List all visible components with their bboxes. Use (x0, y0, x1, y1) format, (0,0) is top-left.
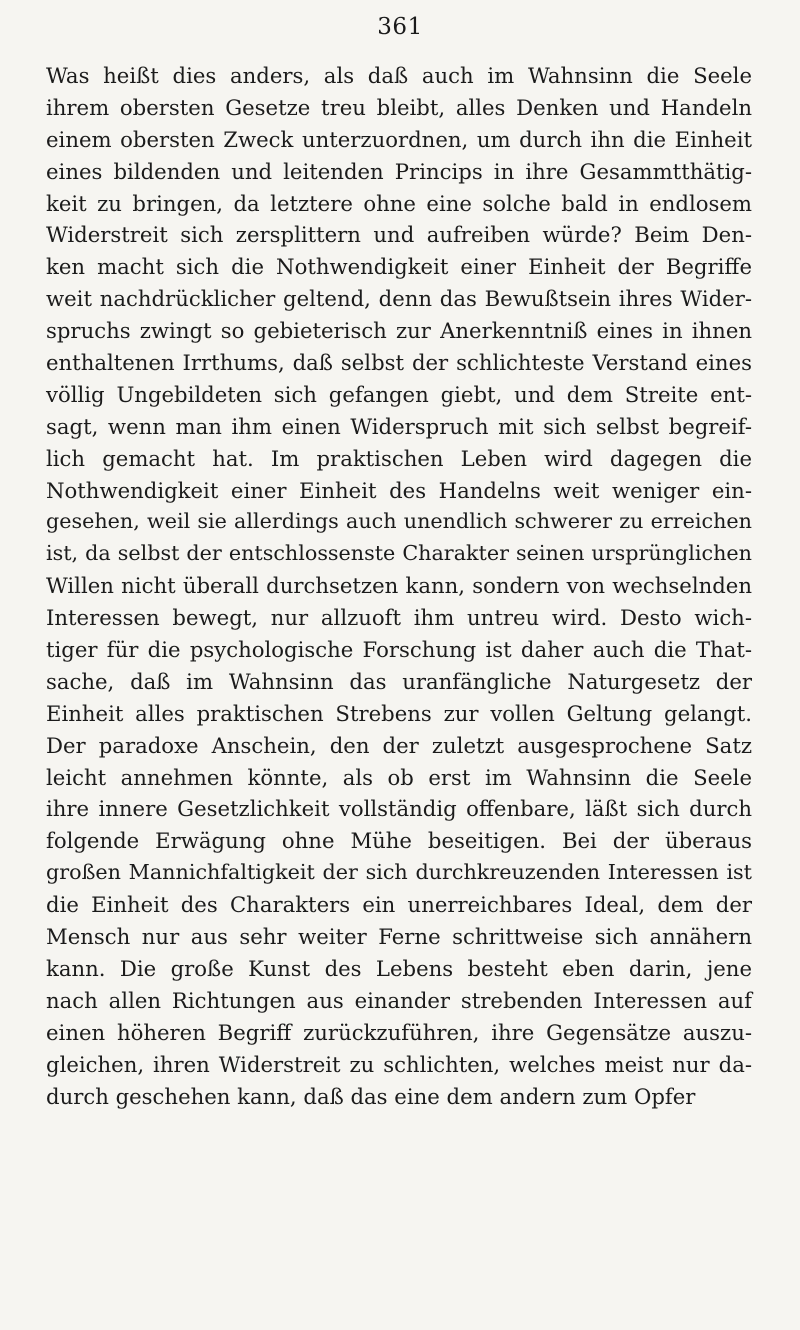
text-line: gesehen, weil sie allerdings auch unendlich schwerer zu erreichen (46, 509, 752, 534)
text-line: weit nachdrücklicher geltend, denn das Bewußtsein ihres Wider- (46, 286, 752, 312)
text-line: eines bildenden und leitenden Princips in ihre Gesammtthätig- (46, 158, 752, 184)
text-line: Nothwendigkeit einer Einheit des Handelns weit weniger ein- (46, 477, 752, 503)
text-line: lich gemacht hat. Im praktischen Leben wird dagegen die (46, 445, 752, 471)
text-line: Willen nicht überall durchsetzen kann, sondern von wechselnden (46, 573, 752, 599)
text-line: Widerstreit sich zersplittern und aufreiben würde? Beim Den- (46, 222, 752, 248)
text-line: die Einheit des Charakters ein unerreichbares Ideal, dem der (46, 892, 752, 918)
text-line: einen höheren Begriff zurückzuführen, ihre Gegensätze auszu- (46, 1019, 752, 1045)
text-line: ihrem obersten Gesetze treu bleibt, alles Denken und Handeln (46, 94, 752, 120)
text-line: kann. Die große Kunst des Lebens besteht eben darin, jene (46, 955, 752, 981)
text-line: sache, daß im Wahnsinn das uranfängliche Naturgesetz der (46, 668, 752, 694)
text-line: nach allen Richtungen aus einander strebenden Interessen auf (46, 987, 752, 1013)
text-line: tiger für die psychologische Forschung ist daher auch die That- (46, 637, 752, 663)
text-line: gleichen, ihren Widerstreit zu schlichten, welches meist nur da- (46, 1051, 752, 1077)
text-line: einem obersten Zweck unterzuordnen, um durch ihn die Einheit (46, 126, 752, 152)
text-line: Was heißt dies anders, als daß auch im Wahnsinn die Seele (46, 63, 752, 88)
text-line: ist, da selbst der entschlossenste Charakter seinen ursprünglichen (46, 541, 752, 566)
text-line: großen Mannichfaltigkeit der sich durchkreuzenden Interessen ist (46, 860, 752, 885)
body-text (46, 60, 752, 1112)
text-line: sagt, wenn man ihm einen Widerspruch mit sich selbst begreif- (46, 413, 752, 439)
text-line: durch geschehen kann, daß das eine dem andern zum Opfer (46, 1083, 696, 1109)
text-line: ken macht sich die Nothwendigkeit einer Einheit der Begriffe (46, 254, 752, 280)
page-number: 361 (377, 14, 423, 40)
text-line: keit zu bringen, da letztere ohne eine solche bald in endlosem (46, 190, 752, 216)
text-line: völlig Ungebildeten sich gefangen giebt, und dem Streite ent- (46, 381, 752, 407)
text-line: Mensch nur aus sehr weiter Ferne schrittweise sich annähern (46, 924, 752, 950)
text-line: leicht annehmen könnte, als ob erst im Wahnsinn die Seele (46, 764, 752, 790)
text-line: Interessen bewegt, nur allzuoft ihm untreu wird. Desto wich- (46, 605, 752, 631)
text-line: spruchs zwingt so gebieterisch zur Anerkenntniß eines in ihnen (46, 318, 752, 344)
text-line: folgende Erwägung ohne Mühe beseitigen. Bei der überaus (46, 828, 752, 854)
text-line: ihre innere Gesetzlichkeit vollständig offenbare, läßt sich durch (46, 796, 752, 822)
text-line: enthaltenen Irrthums, daß selbst der schlichteste Verstand eines (46, 350, 752, 376)
text-line: Der paradoxe Anschein, den der zuletzt ausgesprochene Satz (46, 732, 752, 758)
text-line: Einheit alles praktischen Strebens zur vollen Geltung gelangt. (46, 700, 752, 726)
